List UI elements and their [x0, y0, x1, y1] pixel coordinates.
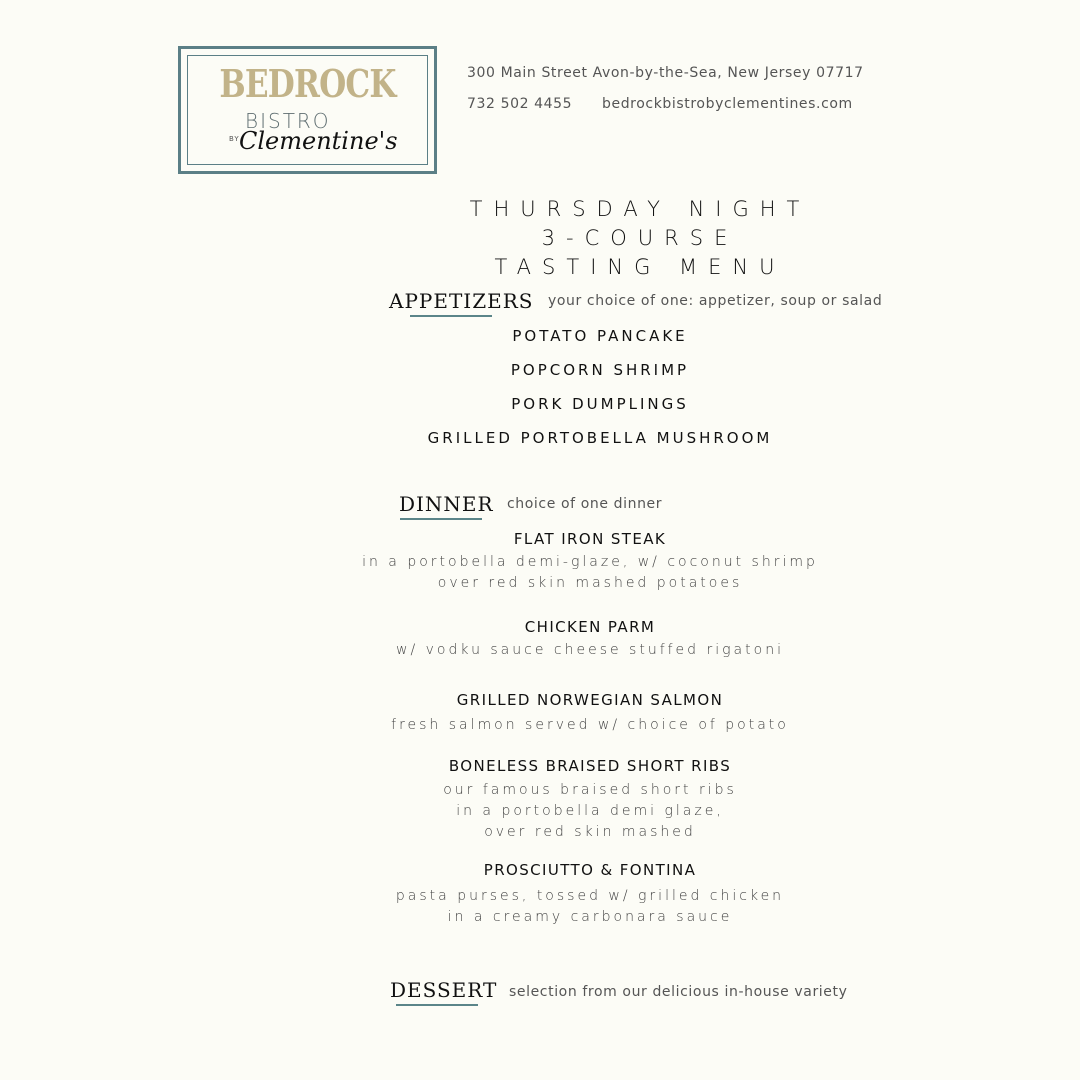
- dinner-item-name: FLAT IRON STEAK: [513, 530, 667, 548]
- appetizer-item: PORK DUMPLINGS: [511, 395, 689, 413]
- dinner-item-desc: pasta purses, tossed w/ grilled chicken in a creamy carbonara sauce: [395, 888, 785, 925]
- menu-title-line1: THURSDAY NIGHT: [469, 197, 811, 221]
- logo-by: BY: [229, 135, 240, 143]
- logo-name: BEDROCK: [219, 61, 396, 106]
- dessert-underline: [396, 1004, 478, 1006]
- website-link[interactable]: bedrockbistrobyclementines.com: [602, 96, 853, 112]
- logo-subtitle: BISTRO: [245, 109, 331, 133]
- dinner-item-desc: w/ vodku sauce cheese stuffed rigatoni: [396, 642, 784, 658]
- address: 300 Main Street Avon-by-the-Sea, New Jersey 07717: [467, 65, 864, 81]
- dinner-item-name: GRILLED NORWEGIAN SALMON: [456, 691, 724, 709]
- dinner-item-name: PROSCIUTTO & FONTINA: [483, 861, 697, 879]
- dessert-note: selection from our delicious in-house variety: [509, 984, 848, 1000]
- phone: 732 502 4455: [467, 96, 573, 112]
- dessert-heading: DESSERT: [390, 978, 498, 1002]
- appetizers-heading: APPETIZERS: [389, 289, 534, 313]
- dinner-underline: [400, 518, 482, 520]
- logo: [178, 46, 437, 174]
- menu-title-line2: 3-COURSE: [541, 226, 739, 250]
- dinner-item-name: BONELESS BRAISED SHORT RIBS: [448, 757, 732, 775]
- logo-script: Clementine's: [239, 127, 398, 155]
- dinner-heading: DINNER: [399, 492, 494, 516]
- appetizer-item: GRILLED PORTOBELLA MUSHROOM: [427, 429, 773, 447]
- appetizer-item: POTATO PANCAKE: [512, 327, 688, 345]
- dinner-item-desc: our famous braised short ribs in a portobella demi glaze, over red skin mashed: [443, 782, 737, 840]
- dinner-item-desc: fresh salmon served w/ choice of potato: [391, 717, 789, 733]
- appetizers-underline: [410, 315, 492, 317]
- dinner-note: choice of one dinner: [507, 496, 663, 512]
- menu-title-line3: TASTING MENU: [494, 255, 786, 279]
- appetizer-item: POPCORN SHRIMP: [510, 361, 690, 379]
- dinner-item-desc: in a portobella demi-glaze, w/ coconut shrimp over red skin mashed potatoes: [362, 554, 818, 591]
- appetizers-note: your choice of one: appetizer, soup or salad: [548, 293, 883, 309]
- dinner-item-name: CHICKEN PARM: [524, 618, 656, 636]
